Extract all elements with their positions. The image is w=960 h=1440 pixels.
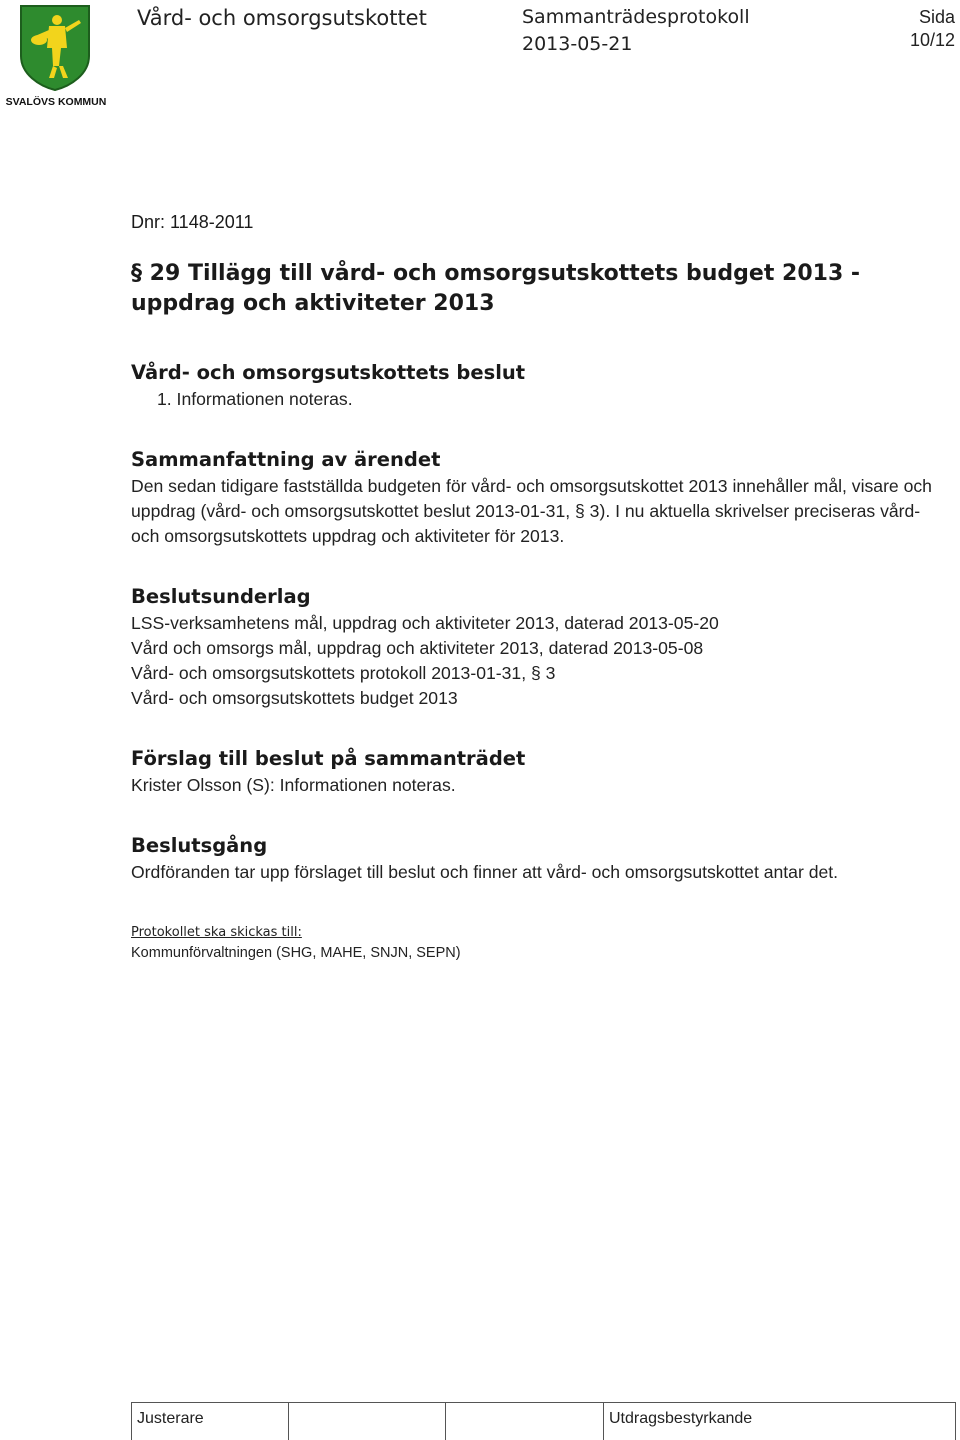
basis-item: Vård- och omsorgsutskottets protokoll 2013-01-31, § 3 (131, 663, 556, 683)
page-label: Sida (918, 7, 955, 27)
paragraph-title-text: 29 Tillägg till vård- och omsorgsutskottets budget 2013 - uppdrag och aktiviteter 2013 (131, 261, 861, 316)
case-number: Dnr: 1148-2011 (131, 212, 254, 232)
adjuster-label: Justerare (137, 1410, 204, 1427)
paragraph-title (131, 259, 946, 319)
meeting-date: 2013-05-21 (522, 33, 633, 55)
municipality-logo (2, 4, 110, 108)
distribution-label: Protokollet ska skickas till: (131, 925, 302, 940)
decision-item: 1. Informationen noteras. (157, 389, 353, 409)
page-number: 10/12 (909, 30, 955, 50)
committee-name: Vård- och omsorgsutskottet (137, 6, 427, 30)
document-type: Sammanträdesprotokoll (522, 6, 750, 28)
document-body (131, 212, 946, 963)
signature-footer (131, 1402, 956, 1440)
procedure-heading: Beslutsgång (131, 834, 268, 857)
distribution-recipients: Kommunförvaltningen (SHG, MAHE, SNJN, SEPN) (131, 945, 461, 961)
extract-label: Utdragsbestyrkande (609, 1410, 753, 1427)
proposal-section (131, 745, 946, 798)
basis-heading: Beslutsunderlag (131, 585, 311, 608)
footer-divider (603, 1403, 604, 1440)
paragraph-symbol: § (131, 261, 142, 286)
proposal-heading: Förslag till beslut på sammanträdet (131, 747, 526, 770)
summary-text: Den sedan tidigare fastställda budgeten för vård- och omsorgsutskottet 2013 innehåller mål, visare och uppdrag (vård- och omsorgsutskottet beslut 2013-01-31, § 3). I nu aktuella skrivelser preciseras vård- och omsorgsutskottets uppdrag och aktiviteter för 2013. (131, 476, 932, 546)
footer-divider (445, 1403, 446, 1440)
footer-divider (131, 1403, 132, 1440)
page-header (0, 0, 960, 110)
summary-heading: Sammanfattning av ärendet (131, 448, 441, 471)
footer-divider (288, 1403, 289, 1440)
basis-item: LSS-verksamhetens mål, uppdrag och aktiviteter 2013, daterad 2013-05-20 (131, 613, 719, 633)
decision-section (131, 359, 946, 412)
coat-of-arms-icon (19, 4, 91, 92)
footer-divider (955, 1403, 956, 1440)
decision-heading: Vård- och omsorgsutskottets beslut (131, 361, 526, 384)
basis-item: Vård- och omsorgsutskottets budget 2013 (131, 688, 458, 708)
distribution-section (131, 923, 946, 963)
procedure-section (131, 832, 946, 885)
municipality-name: SVALÖVS KOMMUN (5, 96, 107, 108)
basis-item: Vård och omsorgs mål, uppdrag och aktiviteter 2013, daterad 2013-05-08 (131, 638, 704, 658)
summary-section (131, 446, 946, 549)
procedure-text: Ordföranden tar upp förslaget till beslut och finner att vård- och omsorgsutskottet antar det. (131, 862, 839, 882)
proposal-text: Krister Olsson (S): Informationen noteras. (131, 775, 456, 795)
basis-section (131, 583, 946, 711)
